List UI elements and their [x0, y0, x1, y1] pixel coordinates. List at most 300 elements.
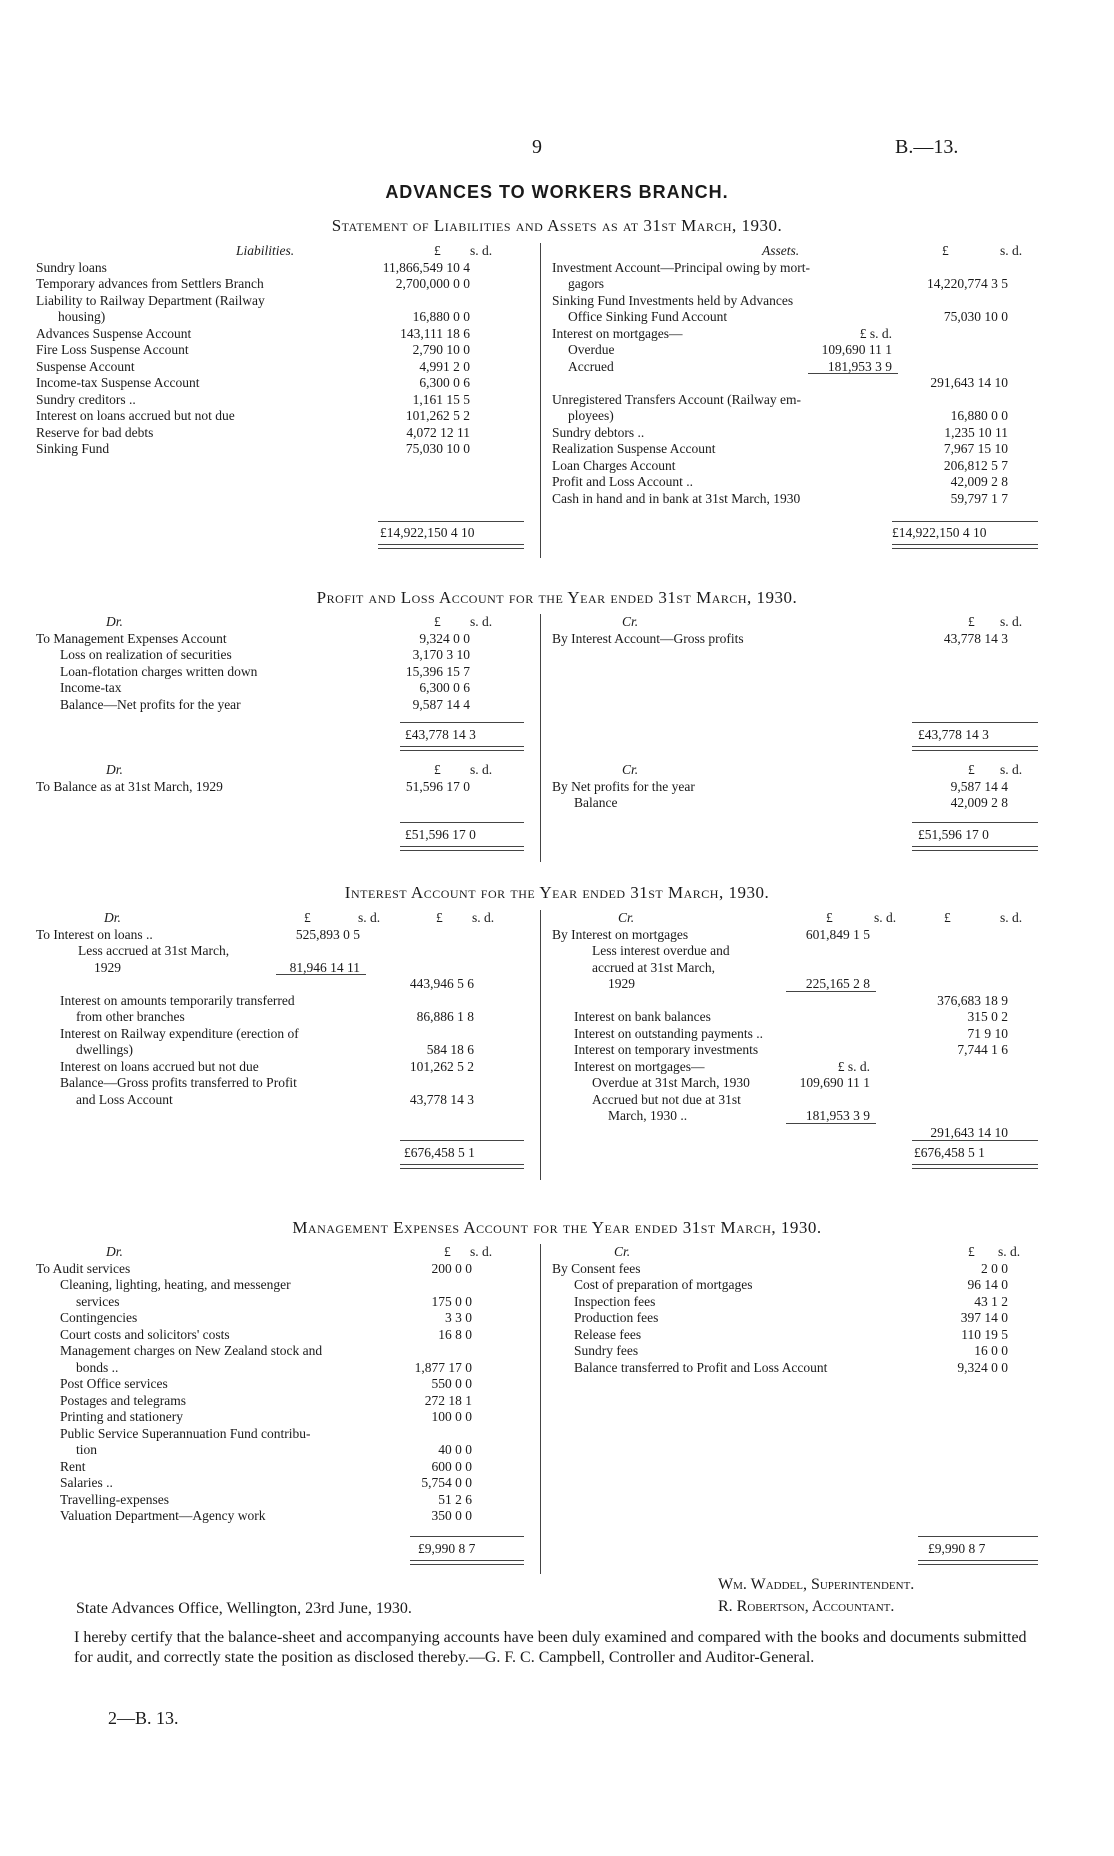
row-label: Cash in hand and in bank at 31st March, 1930	[552, 490, 801, 506]
row-amount: 291,643 14 10	[930, 1124, 1008, 1140]
ledger-row	[36, 976, 536, 993]
row-subamount: 109,690 11 1	[821, 342, 892, 357]
column-divider	[540, 910, 541, 1180]
shilling-pence-heading: s. d.	[472, 910, 495, 925]
row-amount: 584 18 6	[426, 1042, 474, 1057]
ledger-row	[36, 927, 536, 944]
row-amount: 443,946 5 6	[409, 976, 474, 991]
interest-credit-block	[552, 910, 1052, 1141]
shilling-pence-heading: s. d.	[358, 910, 381, 925]
row-amount: 16 0 0	[974, 1343, 1008, 1358]
row-label: Cost of preparation of mortgages	[574, 1277, 753, 1292]
row-amount: 2,790 10 0	[412, 342, 470, 357]
liabilities-block	[36, 243, 526, 458]
row-label: Office Sinking Fund Account	[568, 309, 728, 324]
ledger-row	[552, 1026, 1052, 1043]
profit-loss-heading: Profit and Loss Account for the Year ended 31st March, 1930.	[316, 588, 798, 607]
row-amount: 16,880 0 0	[950, 408, 1008, 423]
ledger-row	[552, 1092, 1052, 1109]
row-amount: 175 0 0	[431, 1293, 472, 1309]
row-amount: 71 9 10	[967, 1025, 1008, 1041]
row-subamount: 601,849 1 5	[805, 926, 870, 942]
row-label: Post Office services	[60, 1376, 168, 1391]
pound-heading: £	[968, 1244, 975, 1259]
row-label: Balance	[574, 795, 618, 810]
pound-heading: £	[944, 910, 951, 925]
row-label: Less accrued at 31st March,	[78, 943, 230, 958]
shilling-pence-heading: s. d.	[470, 243, 493, 258]
row-amount: 600 0 0	[431, 1458, 472, 1474]
place-date: State Advances Office, Wellington, 23rd June, 1930.	[76, 1600, 412, 1617]
ledger-row	[36, 276, 526, 293]
row-label: Interest on Railway expenditure (erection of	[60, 1025, 299, 1041]
row-label: Public Service Superannuation Fund contribu-	[60, 1425, 311, 1441]
ledger-row	[552, 1343, 1052, 1360]
row-label: Liability to Railway Department (Railway	[36, 292, 265, 308]
management-heading: Management Expenses Account for the Year ended 31st March, 1930.	[292, 1218, 822, 1237]
row-label: Sundry creditors ..	[36, 391, 136, 407]
shilling-pence-heading: s. d.	[1000, 910, 1023, 925]
ledger-row	[552, 795, 1042, 812]
row-label: Less interest overdue and	[592, 943, 730, 958]
row-label: Fire Loss Suspense Account	[36, 342, 189, 357]
row-amount: 315 0 2	[967, 1009, 1008, 1024]
row-label: Loan Charges Account	[552, 457, 676, 473]
row-amount: 291,643 14 10	[930, 375, 1008, 390]
row-label: Advances Suspense Account	[36, 325, 192, 341]
row-label: Interest on mortgages—	[574, 1058, 705, 1074]
assets-rows	[552, 260, 1042, 508]
row-label: Sinking Fund	[36, 441, 110, 456]
ledger-row	[552, 474, 1042, 491]
row-label: accrued at 31st March,	[592, 959, 715, 975]
row-amount: 550 0 0	[431, 1376, 472, 1391]
column-divider	[540, 614, 541, 862]
row-label: Balance—Net profits for the year	[60, 696, 241, 712]
row-label: Income-tax Suspense Account	[36, 375, 200, 390]
ledger-row	[36, 1009, 536, 1026]
ledger-row	[552, 1277, 1052, 1294]
row-amount: 51 2 6	[438, 1491, 472, 1507]
profit-loss-debit-1	[36, 614, 526, 713]
row-amount: 9,324 0 0	[957, 1359, 1008, 1375]
ledger-row	[36, 359, 526, 376]
row-label: 1929	[94, 959, 121, 975]
row-label: ployees)	[568, 408, 614, 423]
row-amount: 14,220,774 3 5	[927, 276, 1008, 291]
pound-heading: £	[436, 910, 443, 925]
row-label: Sinking Fund Investments held by Advances	[552, 292, 794, 308]
row-label: Release fees	[574, 1326, 642, 1342]
pound-heading: £	[434, 243, 441, 258]
row-label: Income-tax	[60, 680, 122, 695]
row-amount: 5,754 0 0	[421, 1475, 472, 1490]
ledger-row	[36, 309, 526, 326]
liabilities-total: £14,922,150 4 10	[380, 525, 475, 540]
row-amount: 16,880 0 0	[412, 309, 470, 324]
row-amount: 397 14 0	[960, 1310, 1008, 1325]
row-amount: 9,324 0 0	[419, 630, 470, 646]
management-total-left: £9,990 8 7	[418, 1541, 476, 1556]
shilling-pence-heading: s. d.	[470, 762, 493, 777]
ledger-row	[36, 664, 526, 681]
row-label: Balance transferred to Profit and Loss Account	[574, 1359, 828, 1375]
ledger-row	[36, 425, 526, 442]
row-label: Travelling-expenses	[60, 1491, 169, 1507]
ledger-row	[36, 260, 526, 277]
row-label: gagors	[568, 276, 604, 291]
footer-code: 2—B. 13.	[108, 1708, 179, 1728]
row-label: Sundry debtors ..	[552, 424, 645, 440]
dr-label: Dr.	[106, 614, 123, 629]
interest-total-left: £676,458 5 1	[404, 1145, 475, 1160]
ledger-row	[36, 408, 526, 425]
row-subamount: 109,690 11 1	[799, 1075, 870, 1090]
shilling-pence-heading: s. d.	[1000, 614, 1023, 629]
row-amount: 200 0 0	[431, 1260, 472, 1276]
row-label: Sundry fees	[574, 1343, 639, 1358]
row-amount: 6,300 0 6	[419, 375, 470, 390]
dr-label: Dr.	[106, 1244, 123, 1259]
ledger-row	[36, 697, 526, 714]
ledger-row	[36, 293, 526, 310]
row-amount: 43,778 14 3	[409, 1091, 474, 1107]
assets-total: £14,922,150 4 10	[892, 525, 987, 540]
row-label: Overdue at 31st March, 1930	[592, 1075, 750, 1090]
profit-loss-total-right-2: £51,596 17 0	[918, 827, 989, 842]
assets-heading: Assets.	[762, 243, 800, 258]
row-label: Unregistered Transfers Account (Railway em-	[552, 391, 801, 407]
ledger-row	[36, 1409, 536, 1426]
row-amount: 376,683 18 9	[937, 992, 1008, 1008]
row-subamount: 225,165 2 8	[805, 976, 870, 991]
row-amount: 2,700,000 0 0	[395, 276, 470, 291]
pound-heading: £	[434, 614, 441, 629]
row-amount: 59,797 1 7	[950, 490, 1008, 506]
row-label: dwellings)	[76, 1042, 133, 1057]
ledger-row	[36, 375, 526, 392]
row-subamount: £ s. d.	[859, 325, 892, 341]
row-subamount: 81,946 14 11	[289, 959, 360, 975]
ledger-row	[552, 342, 1042, 359]
row-amount: 143,111 18 6	[400, 325, 470, 341]
row-subamount: 525,893 0 5	[295, 926, 360, 942]
row-label: tion	[76, 1442, 98, 1457]
ledger-row	[36, 1442, 536, 1459]
row-amount: 96 14 0	[967, 1277, 1008, 1292]
shilling-pence-heading: s. d.	[998, 1244, 1021, 1259]
ledger-row	[36, 392, 526, 409]
row-amount: 51,596 17 0	[405, 778, 470, 794]
row-amount: 4,991 2 0	[419, 358, 470, 374]
ledger-row	[36, 1492, 536, 1509]
ledger-row	[36, 647, 526, 664]
row-label: To Management Expenses Account	[36, 630, 227, 646]
shilling-pence-heading: s. d.	[1000, 762, 1023, 777]
row-subamount: 181,953 3 9	[827, 358, 892, 374]
row-amount: 110 19 5	[961, 1326, 1008, 1342]
row-label: Management charges on New Zealand stock and	[60, 1343, 323, 1358]
row-amount: 9,587 14 4	[412, 696, 470, 712]
balance-heading: Statement of Liabilities and Assets as at 31st March, 1930.	[331, 216, 783, 235]
ledger-row	[36, 1376, 536, 1393]
row-label: services	[76, 1293, 120, 1309]
ledger-row	[36, 441, 526, 458]
row-label: Postages and telegrams	[60, 1392, 186, 1408]
ledger-row	[36, 1092, 536, 1109]
management-total-right: £9,990 8 7	[928, 1541, 986, 1556]
ledger-row	[36, 1426, 536, 1443]
row-amount: 86,886 1 8	[416, 1009, 474, 1024]
ledger-row	[36, 943, 536, 960]
row-amount: 100 0 0	[431, 1409, 472, 1424]
row-label: Court costs and solicitors' costs	[60, 1326, 230, 1342]
row-label: Interest on loans accrued but not due	[60, 1058, 259, 1074]
row-amount: 2 0 0	[981, 1260, 1008, 1276]
ledger-row	[36, 1075, 536, 1092]
ledger-row	[552, 276, 1042, 293]
ledger-row	[552, 491, 1042, 508]
ledger-row	[552, 631, 1042, 648]
row-label: Inspection fees	[574, 1293, 656, 1309]
shilling-pence-heading: s. d.	[470, 1244, 493, 1259]
row-amount: 75,030 10 0	[405, 441, 470, 456]
dr-label: Dr.	[106, 762, 123, 777]
pound-heading: £	[826, 910, 833, 925]
row-label: Contingencies	[60, 1310, 138, 1325]
row-amount: 101,262 5 2	[405, 408, 470, 423]
row-label: Salaries ..	[60, 1475, 113, 1490]
ledger-row	[36, 1294, 536, 1311]
pound-heading: £	[304, 910, 311, 925]
row-label: By Net profits for the year	[552, 778, 695, 794]
ledger-row	[36, 1475, 536, 1492]
ledger-row	[36, 1059, 536, 1076]
profit-loss-debit-2	[36, 762, 526, 795]
ledger-row	[552, 359, 1042, 376]
row-label: Suspense Account	[36, 358, 135, 374]
ledger-row	[36, 1261, 536, 1278]
row-label: Reserve for bad debts	[36, 424, 154, 440]
row-label: Sundry loans	[36, 259, 107, 275]
row-label: Profit and Loss Account ..	[552, 474, 693, 489]
row-amount: 272 18 1	[424, 1392, 472, 1408]
ledger-row	[36, 326, 526, 343]
ledger-row	[36, 1310, 536, 1327]
ledger-row	[36, 1327, 536, 1344]
row-amount: 3,170 3 10	[412, 647, 470, 662]
document-code: B.—13.	[895, 136, 959, 158]
row-label: Balance—Gross profits transferred to Profit	[60, 1075, 297, 1090]
row-label: Cleaning, lighting, heating, and messenger	[60, 1277, 291, 1292]
row-amount: 1,235 10 11	[944, 424, 1008, 440]
ledger-row	[36, 993, 536, 1010]
ledger-row	[552, 1261, 1052, 1278]
row-amount: 16 8 0	[438, 1326, 472, 1342]
ledger-row	[552, 1042, 1052, 1059]
audit-certificate: I hereby certify that the balance-sheet and accompanying accounts have been duly examined and compared with the books and documents submitted for audit, and correctly state the position as disclosed thereby.—G. F. C. Campbell, Controller and Auditor-General.	[74, 1629, 1027, 1666]
assets-block	[552, 243, 1042, 507]
pound-heading: £	[968, 614, 975, 629]
ledger-row	[552, 1009, 1052, 1026]
cr-label: Cr.	[622, 614, 639, 629]
row-label: Interest on mortgages—	[552, 325, 683, 341]
row-label: housing)	[58, 309, 106, 324]
column-divider	[540, 243, 541, 558]
profit-loss-total-right-1: £43,778 14 3	[918, 727, 989, 742]
accountant-signature: R. Robertson, Accountant.	[718, 1598, 895, 1615]
row-amount: 7,967 15 10	[943, 441, 1008, 456]
pound-heading: £	[942, 243, 949, 258]
ledger-row	[552, 392, 1042, 409]
row-label: Accrued	[568, 358, 614, 374]
row-amount: 206,812 5 7	[943, 457, 1008, 473]
ledger-row	[552, 960, 1052, 977]
row-amount: 75,030 10 0	[943, 309, 1008, 324]
interest-debit-block	[36, 910, 536, 1108]
ledger-row	[552, 779, 1042, 796]
row-label: Overdue	[568, 342, 615, 357]
row-label: Interest on amounts temporarily transferred	[60, 992, 295, 1008]
row-label: Loan-flotation charges written down	[60, 663, 258, 679]
ledger-row	[36, 1026, 536, 1043]
row-subamount: 181,953 3 9	[805, 1108, 870, 1123]
row-label: Production fees	[574, 1310, 659, 1325]
row-label: March, 1930 ..	[608, 1108, 688, 1123]
ledger-row	[552, 1075, 1052, 1092]
page-title: ADVANCES TO WORKERS BRANCH.	[385, 182, 729, 202]
ledger-row	[552, 441, 1042, 458]
ledger-row	[36, 1393, 536, 1410]
row-amount: 9,587 14 4	[950, 778, 1008, 794]
ledger-row	[552, 927, 1052, 944]
dr-label: Dr.	[104, 910, 121, 925]
page-number: 9	[532, 136, 542, 158]
row-label: To Audit services	[36, 1260, 131, 1276]
ledger-row	[552, 458, 1042, 475]
profit-loss-total-left-1: £43,778 14 3	[405, 727, 476, 742]
ledger-row	[36, 1459, 536, 1476]
superintendent-signature: Wm. Waddel, Superintendent.	[718, 1576, 915, 1593]
management-credit-block	[552, 1244, 1052, 1376]
row-label: By Interest Account—Gross profits	[552, 630, 744, 646]
row-label: By Interest on mortgages	[552, 926, 689, 942]
row-label: bonds ..	[76, 1359, 119, 1375]
row-label: By Consent fees	[552, 1260, 641, 1276]
row-amount: 11,866,549 10 4	[382, 259, 470, 275]
ledger-row	[552, 375, 1042, 392]
row-label: Valuation Department—Agency work	[60, 1508, 266, 1523]
row-amount: 101,262 5 2	[409, 1058, 474, 1074]
ledger-row	[552, 1125, 1052, 1142]
row-amount: 40 0 0	[438, 1442, 472, 1457]
row-label: Interest on bank balances	[574, 1009, 711, 1024]
row-label: Realization Suspense Account	[552, 441, 716, 456]
ledger-row	[36, 631, 526, 648]
row-amount: 1,161 15 5	[412, 391, 470, 407]
ledger-row	[36, 680, 526, 697]
ledger-row	[552, 1327, 1052, 1344]
row-amount: 6,300 0 6	[419, 680, 470, 695]
ledger-row	[552, 1360, 1052, 1377]
pound-heading: £	[434, 762, 441, 777]
ledger-row	[552, 326, 1042, 343]
row-label: Investment Account—Principal owing by mort-	[552, 259, 810, 275]
ledger-row	[36, 1508, 536, 1525]
interest-total-right: £676,458 5 1	[914, 1145, 985, 1160]
profit-loss-credit-1	[552, 614, 1042, 647]
ledger-row	[36, 779, 526, 796]
ledger-row	[552, 293, 1042, 310]
row-label: Interest on temporary investments	[574, 1042, 759, 1057]
ledger-row	[552, 425, 1042, 442]
row-label: Printing and stationery	[60, 1409, 183, 1424]
row-label: Rent	[60, 1458, 86, 1474]
row-label: To Balance as at 31st March, 1929	[36, 778, 223, 794]
column-divider	[540, 1244, 541, 1574]
pound-heading: £	[968, 762, 975, 777]
profit-loss-credit-2	[552, 762, 1042, 812]
ledger-row	[552, 260, 1042, 277]
ledger-row	[36, 1343, 536, 1360]
management-debit-block	[36, 1244, 536, 1525]
profit-loss-total-left-2: £51,596 17 0	[405, 827, 476, 842]
row-amount: 350 0 0	[431, 1508, 472, 1523]
ledger-row	[552, 408, 1042, 425]
row-label: Interest on outstanding payments ..	[574, 1025, 763, 1041]
row-amount: 15,396 15 7	[405, 663, 470, 679]
ledger-row	[36, 1360, 536, 1377]
row-amount: 43,778 14 3	[943, 630, 1008, 646]
pound-heading: £	[444, 1244, 451, 1259]
ledger-row	[552, 1310, 1052, 1327]
shilling-pence-heading: s. d.	[874, 910, 897, 925]
row-amount: 42,009 2 8	[950, 795, 1008, 810]
row-label: Temporary advances from Settlers Branch	[36, 276, 264, 291]
row-amount: 43 1 2	[974, 1293, 1008, 1309]
ledger-row	[36, 342, 526, 359]
interest-heading: Interest Account for the Year ended 31st March, 1930.	[344, 883, 770, 902]
cr-label: Cr.	[614, 1244, 631, 1259]
cr-label: Cr.	[618, 910, 635, 925]
ledger-row	[552, 1059, 1052, 1076]
cr-label: Cr.	[622, 762, 639, 777]
row-label: Accrued but not due at 31st	[592, 1091, 741, 1107]
row-label: from other branches	[76, 1009, 185, 1024]
row-label: To Interest on loans ..	[36, 926, 153, 942]
liabilities-rows	[36, 260, 526, 458]
ledger-row	[552, 309, 1042, 326]
row-amount: 4,072 12 11	[406, 424, 470, 440]
ledger-row	[36, 1277, 536, 1294]
row-label: 1929	[608, 976, 635, 991]
liabilities-heading: Liabilities.	[236, 243, 295, 258]
row-amount: 7,744 1 6	[957, 1042, 1008, 1057]
row-label: Interest on loans accrued but not due	[36, 408, 235, 423]
ledger-row	[36, 1042, 536, 1059]
ledger-row	[552, 1294, 1052, 1311]
ledger-row	[552, 993, 1052, 1010]
row-subamount: £ s. d.	[837, 1058, 870, 1074]
ledger-row	[552, 943, 1052, 960]
row-amount: 42,009 2 8	[950, 474, 1008, 489]
row-label: Loss on realization of securities	[60, 647, 232, 662]
shilling-pence-heading: s. d.	[1000, 243, 1023, 258]
row-amount: 1,877 17 0	[414, 1359, 472, 1375]
row-label: and Loss Account	[76, 1091, 173, 1107]
row-amount: 3 3 0	[445, 1310, 472, 1325]
shilling-pence-heading: s. d.	[470, 614, 493, 629]
